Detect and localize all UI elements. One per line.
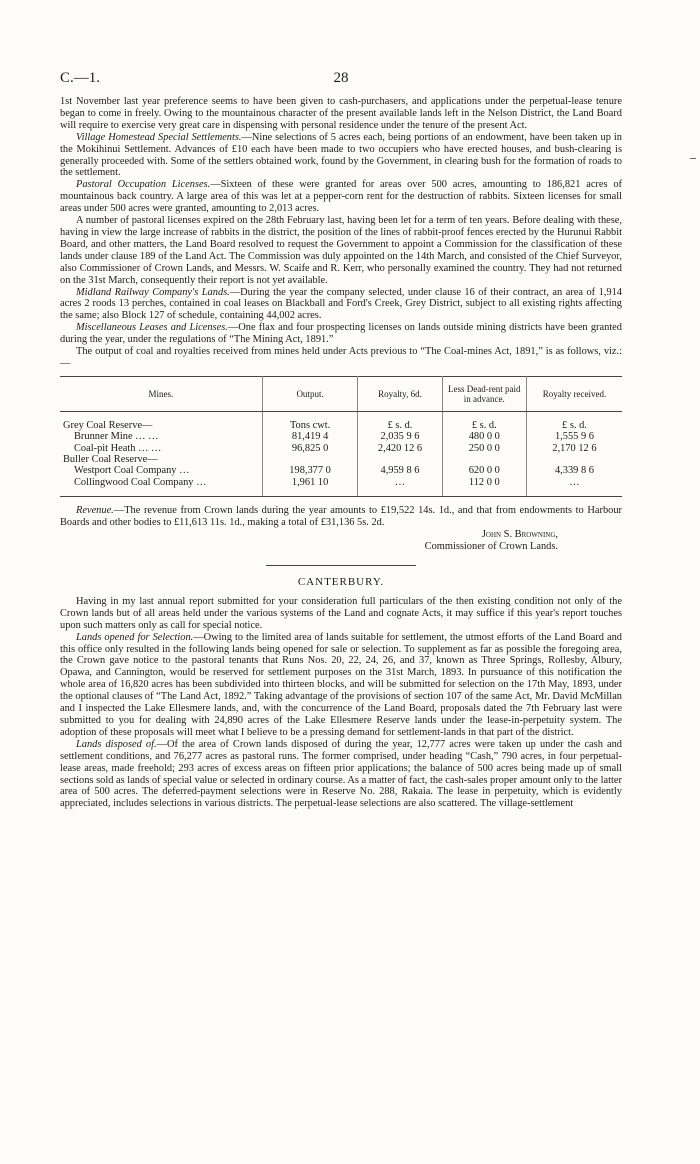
output-cell: 96,825 0 [262, 443, 358, 454]
paragraph [60, 215, 622, 286]
column-header-royalty-received: Royalty received. [526, 376, 622, 411]
paragraph-text: A number of pastoral licenses expired on the 28th February last, having been let for a term of ten years. Before dealing with these, having in view the large increase of rabbits in the district, the position of the lines of rabbit-proof fences erected by the Hurunui Rabbit Board, and other matters, the Land Board resolved to request the Government to appoint a Commission for the classification of these lands under clause 189 of the Land Act. The Commission was duly appointed on the 14th March, and consisted of the Chief Surveyor, also Commissioner of Crown Lands, and Messrs. W. Scaife and R. Kerr, who personally examined the country. They had not returned on the 31st March, consequently their report is not yet available. [60, 215, 622, 286]
paragraph-heading: Village Homestead Special Settlements. [76, 131, 242, 143]
received-cell: 2,170 12 6 [552, 442, 597, 454]
table-header-row [60, 376, 622, 411]
signatory-title: Commissioner of Crown Lands. [424, 541, 558, 552]
mine-name: Westport Coal Company … [60, 465, 262, 476]
table-row [60, 477, 622, 497]
paragraph [60, 96, 622, 132]
paragraph-text: The output of coal and royalties received from mines held under Acts previous to “The Coal-mines Act, 1891,” is as follows, viz.:— [60, 346, 622, 369]
paragraph-text: 1st November last year preference seems to have been given to cash-purchasers, and applications under the perpetual-lease tenure began to come in freely. Owing to the mountainous character of the present available lands left in the Nelson District, the Land Board will require to exercise very great care in dispensing with personal residence under the tenure of the present Act. [60, 96, 622, 131]
paragraph-heading: Lands disposed of. [76, 738, 157, 750]
document-page [60, 70, 622, 810]
revenue-paragraph [60, 505, 622, 529]
received-cell [526, 454, 622, 465]
paragraph-text: —Owing to the limited area of lands suitable for settlement, the utmost efforts of the Land Board and this office only resulted in the following lands being opened for sale or selection. To supplement as far as possible the foregoing area, the Crown gave notice to the pastoral tenants that Runs Nos. 20, 22, 24, 26, and 37, known as Three Springs, Rollesby, Albury, Opawa, and Cannington, would be reserved for settlement purposes on the 31st March, 1893. In pursuance of this notification the whole area of 16,820 acres has been subdivided into thirteen blocks, and will be submitted for selection on the 17th May, 1893, under the optional clauses of “The Land Act, 1892.” Taking advantage of the provisions of section 107 of the same Act, Mr. David McMillan and I inspected the Lake Ellesmere lands, and, with the concurrence of the Land Board, proposals dated the 7th February last were submitted to you for dealing with 24,890 acres of the Lake Ellesmere Reserve lands under the lease-in-perpetuity system. The adoption of these proposals will meet what I believe to be a pressing demand for settlement-lands in that part of the district. [60, 631, 622, 738]
output-cell [262, 454, 358, 465]
page-header [60, 70, 622, 96]
royalty-cell: 2,035 9 6 [358, 431, 442, 442]
paragraph-text: —Sixteen of these were granted for areas over 500 acres, amounting to 186,821 acres of mountainous back country. A large area of this was let at a pepper-corn rent for the destruction of rabbits. Sixteen licenses for small areas under 500 acres were granted, amounting to 2,013 acres. [60, 179, 622, 215]
paragraph-text: —Of the area of Crown lands disposed of during the year, 12,777 acres were taken up under the cash and settlement conditions, and 76,277 acres as pastoral runs. The former comprised, under heading “Cash,” 790 acres, in four perpetual-lease areas, made freehold; 293 acres of excess areas on fifteen prior applications; the balance of 500 acres being made up of small sections sold as lands of special value or selected in ordinary course. As a matter of fact, the cash-sales proper amount only to the latter area of 500 acres. The deferred-payment selections were in Reserve No. 288, Rakaia. The lease in perpetuity, which is evidently appreciated, includes selections in various districts. The perpetual-lease selections are also scattered. The village-settlement [60, 738, 622, 810]
table-row [60, 454, 622, 465]
dead-rent-cell: 112 0 0 [442, 477, 526, 497]
output-cell: 198,377 0 [262, 465, 358, 476]
royalty-cell: 2,420 12 6 [358, 443, 442, 454]
paragraph [60, 632, 622, 739]
paragraph-text: —The revenue from Crown lands during the year amounts to £19,522 14s. 1d., and that from endowments to Harbour Boards and other bodies to £11,613 11s. 1d., making a total of £31,136 5s. 2d. [60, 505, 622, 529]
output-cell: 81,419 4 [262, 431, 358, 442]
paragraph [60, 322, 622, 346]
paragraph-text: Having in my last annual report submitted for your consideration full particulars of the then existing condition not only of the Crown lands but of all areas held under the various systems of the Land and cognate Acts, it may suffice if this year's report touches upon such matters only as call for special notice. [60, 595, 622, 631]
paragraph [60, 287, 622, 323]
column-header-mines: Mines. [60, 376, 262, 411]
paragraph-heading: Miscellaneous Leases and Licenses. [76, 322, 228, 334]
received-cell: 4,339 8 6 [554, 465, 594, 477]
royalty-cell: … [358, 477, 442, 497]
section-title: CANTERBURY. [297, 575, 385, 588]
mine-name: Brunner Mine … … [60, 431, 262, 442]
paragraph [60, 596, 622, 632]
table-row [60, 420, 622, 431]
mine-name: Grey Coal Reserve— [60, 420, 262, 431]
dead-rent-cell: £ s. d. [442, 420, 526, 431]
received-cell: £ s. d. [562, 419, 587, 431]
paragraph-heading: Lands opened for Selection. [76, 631, 194, 643]
table-row [60, 431, 622, 442]
received-cell: … [526, 477, 622, 497]
column-header-output: Output. [262, 376, 358, 411]
coal-output-table [60, 376, 622, 497]
table-row [60, 465, 622, 476]
section-divider [266, 565, 416, 566]
table-spacer-row [60, 411, 622, 420]
output-cell: 1,961 10 [262, 477, 358, 497]
table-row [60, 443, 622, 454]
column-header-dead-rent: Less Dead-rent paid in advance. [442, 376, 526, 411]
output-cell: Tons cwt. [262, 420, 358, 431]
margin-mark [690, 158, 696, 159]
dead-rent-cell: 250 0 0 [442, 443, 526, 454]
column-header-royalty: Royalty, 6d. [358, 376, 442, 411]
mine-name: Coal-pit Heath … … [60, 443, 262, 454]
paragraph-text: —During the year the company selected, under clause 16 of their contract, an area of 1,914 acres 2 roods 13 perches, contained in coal leases on Blackball and Ford's Creek, Grey District, subject to all existing rights affecting the same; also Block 127 of schedule, containing 44,002 acres. [60, 286, 622, 322]
paragraph [60, 346, 622, 370]
paragraph-heading: Pastoral Occupation Licenses. [76, 179, 211, 191]
canterbury-section-body [60, 596, 622, 810]
paragraph-heading: Revenue. [76, 505, 114, 517]
mine-name: Buller Coal Reserve— [60, 454, 262, 465]
royalty-cell: 4,959 8 6 [358, 465, 442, 476]
paragraph-text: —Nine selections of 5 acres each, being portions of an endowment, have been taken up in the Mokihinui Settlement. Advances of £10 each have been made to two occupiers who have erected houses, and bush-clearing is generally proceeded with. Some of the settlers obtained work, found by the Government, in clearing bush for the formation of roads to the settlement. [60, 131, 622, 179]
royalty-cell: £ s. d. [358, 420, 442, 431]
signature-block [60, 529, 558, 553]
paragraph [60, 132, 622, 180]
paragraph [60, 739, 622, 810]
page-number: 28 [333, 70, 349, 86]
dead-rent-cell: 480 0 0 [442, 431, 526, 442]
dead-rent-cell [442, 454, 526, 465]
received-cell: 1,555 9 6 [554, 431, 594, 443]
paragraph [60, 179, 622, 215]
paragraph-text: —One flax and four prospecting licenses on lands outside mining districts have been granted during the year, under the regulations of “The Mining Act, 1891.” [60, 322, 622, 346]
signatory-name: John S. Browning, [481, 529, 558, 541]
paragraph-heading: Midland Railway Company's Lands. [76, 286, 230, 298]
nelson-section-body [60, 96, 622, 370]
dead-rent-cell: 620 0 0 [442, 465, 526, 476]
document-reference: C.—1. [60, 70, 101, 86]
mine-name: Collingwood Coal Company … [60, 477, 262, 497]
royalty-cell [358, 454, 442, 465]
